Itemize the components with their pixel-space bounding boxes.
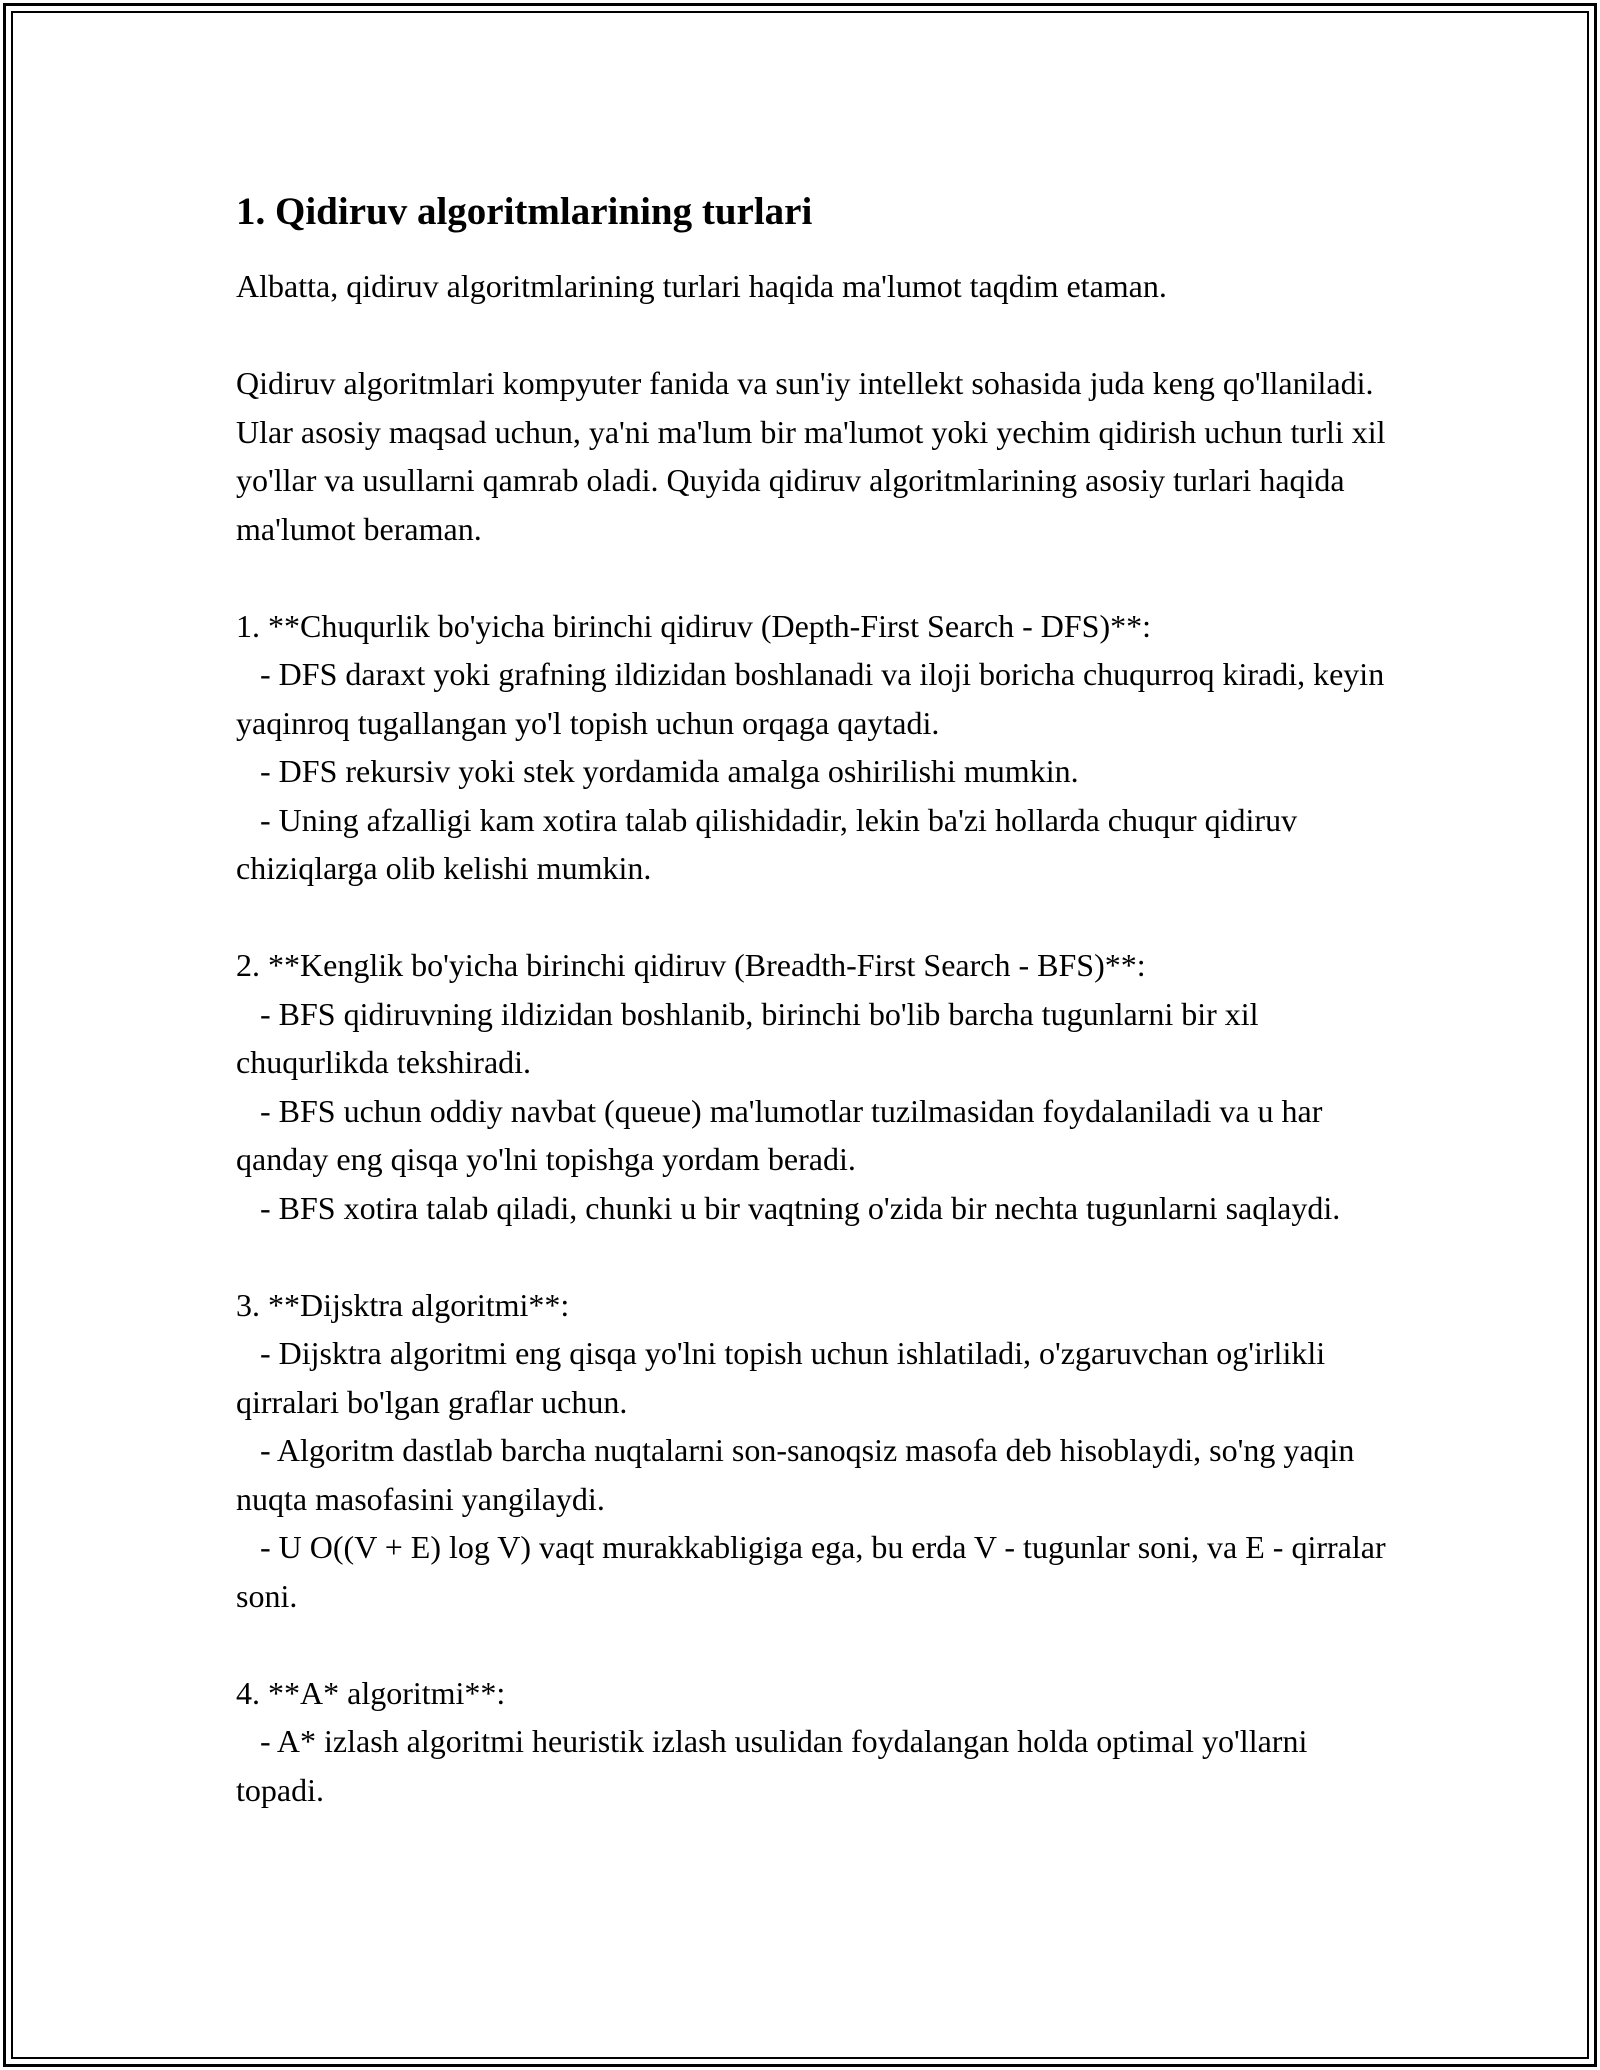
list-item: - Algoritm dastlab barcha nuqtalarni son-sanoqsiz masofa deb hisoblaydi, so'ng yaqin nuqta masofasini yangilaydi.	[236, 1432, 1363, 1517]
section-dfs	[236, 602, 1393, 893]
section-astar	[236, 1669, 1386, 1815]
list-item: - BFS uchun oddiy navbat (queue) ma'lumotlar tuzilmasidan foydalaniladi va u har qanday eng qisqa yo'lni topishga yordam beradi.	[236, 1092, 1331, 1177]
section-heading: 4. **A* algoritmi**:	[236, 1674, 506, 1711]
list-item: - Uning afzalligi kam xotira talab qilishidadir, lekin ba'zi hollarda chuqur qidiruv chiziqlarga olib kelishi mumkin.	[236, 801, 1306, 886]
section-dijkstra	[236, 1281, 1394, 1621]
list-item: - BFS qidiruvning ildizidan boshlanib, birinchi bo'lib barcha tugunlarni bir xil chuqurlikda tekshiradi.	[236, 995, 1267, 1080]
list-item: - U O((V + E) log V) vaqt murakkabligiga ega, bu erda V - tugunlar soni, va E - qirralar soni.	[236, 1529, 1394, 1614]
document-body	[236, 184, 1394, 1814]
spacer	[236, 311, 1386, 360]
spacer	[236, 893, 1386, 942]
spacer	[236, 1620, 1386, 1669]
list-item: - BFS xotira talab qiladi, chunki u bir vaqtning o'zida bir nechta tugunlarni saqlaydi.	[236, 1189, 1341, 1226]
spacer	[236, 1232, 1386, 1281]
document-title: 1. Qidiruv algoritmlarining turlari	[236, 190, 813, 233]
section-heading: 2. **Kenglik bo'yicha birinchi qidiruv (Breadth-First Search - BFS)**:	[236, 947, 1146, 983]
intro-paragraph: Albatta, qidiruv algoritmlarining turlari haqida ma'lumot taqdim etaman.	[236, 268, 1167, 304]
list-item: - DFS daraxt yoki grafning ildizidan boshlanadi va iloji boricha chuqurroq kiradi, keyin yaqinroq tugallangan yo'l topish uchun orqaga qaytadi.	[236, 656, 1393, 741]
section-heading: 3. **Dijsktra algoritmi**:	[236, 1286, 570, 1323]
list-item: - A* izlash algoritmi heuristik izlash usulidan foydalangan holda optimal yo'llarni topadi.	[236, 1723, 1316, 1808]
overview-paragraph: Qidiruv algoritmlari kompyuter fanida va sun'iy intellekt sohasida juda keng qo'llaniladi. Ular asosiy maqsad uchun, ya'ni ma'lum bir ma'lumot yoki yechim qidirish uchun turli xil yo'llar va usullarni qamrab oladi. Quyida qidiruv algoritmlarining asosiy turlari haqida ma'lumot beraman.	[236, 365, 1394, 547]
section-bfs	[236, 941, 1386, 1232]
spacer	[236, 553, 1386, 602]
section-heading: 1. **Chuqurlik bo'yicha birinchi qidiruv (Depth-First Search - DFS)**:	[236, 607, 1151, 644]
list-item: - DFS rekursiv yoki stek yordamida amalga oshirilishi mumkin.	[236, 753, 1079, 789]
list-item: - Dijsktra algoritmi eng qisqa yo'lni topish uchun ishlatiladi, o'zgaruvchan og'irlikli qirralari bo'lgan graflar uchun.	[236, 1335, 1334, 1420]
